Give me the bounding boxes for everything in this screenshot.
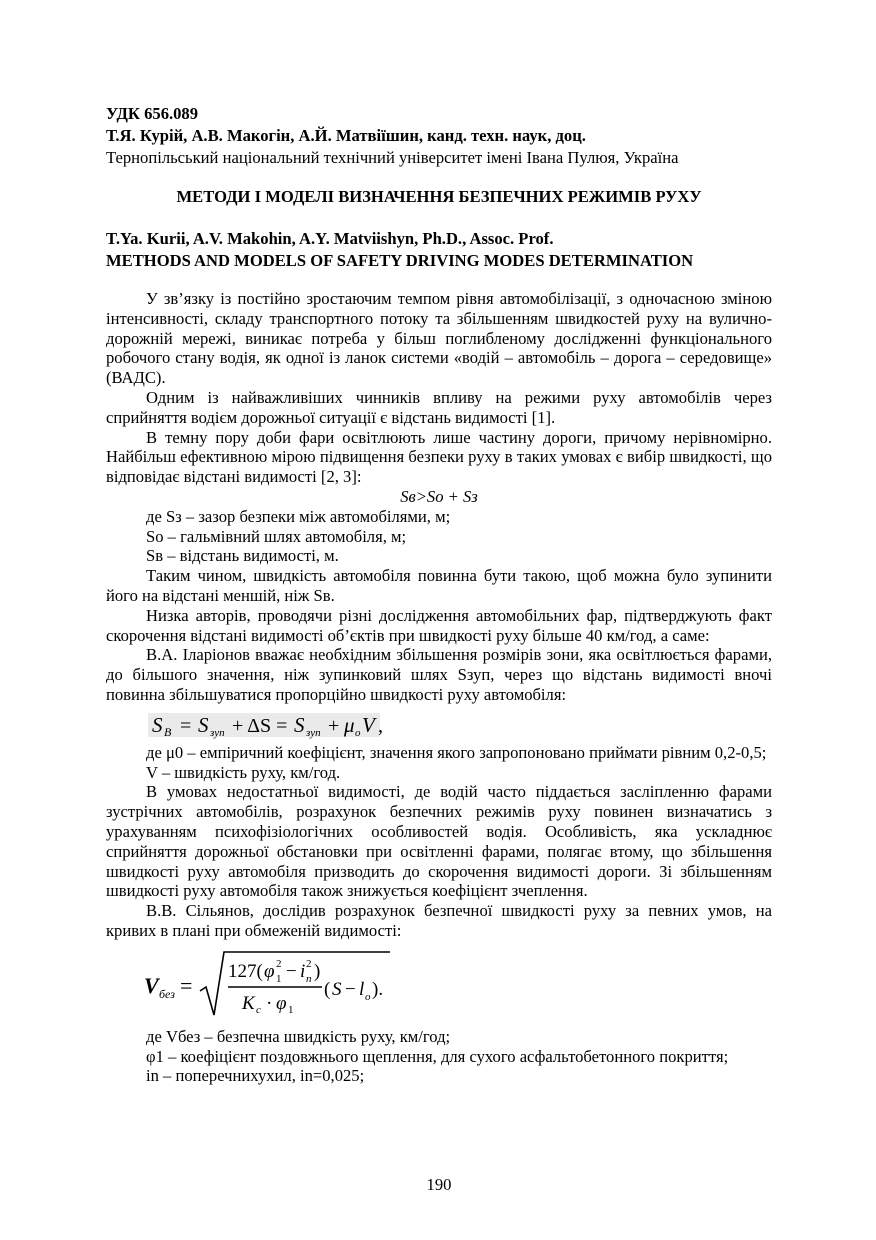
paragraph-glare: В умовах недостатньої видимості, де водій часто піддається засліпленню фарами зустрічних автомобілів, розрахунок безпечних режимів руху повинен визначатись з урахуванням психофізіологічних особливостей водія. Особливість, яка ускладнює сприйняття дорожньої обстановки при освітленні фарами, полягає втому, що збільшення швидкості руху автомобіля призводить до скорочення видимості дороги. Зі збільшенням швидкості руху автомобіля також знижується коефіцієнт зчеплення.	[106, 782, 772, 901]
svg-text:o: o	[355, 726, 361, 739]
svg-text:K: K	[242, 992, 255, 1014]
svg-text:−: −	[286, 960, 297, 982]
svg-text:−: −	[345, 978, 356, 1000]
page-number: 190	[426, 1175, 452, 1194]
paragraph-speed: Таким чином, швидкість автомобіля повинна бути такою, щоб можна було зупинити його на відстані меншій, ніж Sв.	[106, 566, 772, 605]
authors-ua: Т.Я. Курій, А.В. Макогін, А.Й. Матвіїшин, канд. техн. наук, доц.	[106, 126, 586, 145]
paragraph-silyanov: В.В. Сільянов, дослідив розрахунок безпечної швидкості руху за певних умов, на кривих в плані при обмеженій видимості:	[106, 901, 772, 940]
svg-text:·: ·	[266, 992, 273, 1014]
svg-text:B: B	[164, 724, 172, 739]
svg-text:i: i	[300, 960, 306, 982]
svg-text:S: S	[332, 978, 342, 1000]
svg-text:o: o	[365, 990, 371, 1003]
svg-text:=: =	[180, 714, 192, 737]
formula-silyanov	[144, 949, 772, 1021]
svg-text:): )	[314, 960, 321, 982]
svg-text:+ ΔS =: + ΔS =	[232, 714, 288, 737]
paragraph-headlights: В темну пору доби фари освітлюють лише частину дороги, причому нерівномірно. Найбільш ефективною мірою підвищення безпеки руху в таких умовах є вибір швидкості, що відповідає відстані видимості [2, 3]:	[106, 427, 772, 487]
title-ua: МЕТОДИ І МОДЕЛІ ВИЗНАЧЕННЯ БЕЗПЕЧНИХ РЕЖИМІВ РУХУ	[176, 187, 702, 206]
svg-text:1: 1	[288, 1003, 294, 1016]
authors-en: T.Ya. Kurii, A.V. Makohin, A.Y. Matviishyn, Ph.D., Assoc. Prof.	[106, 229, 554, 248]
svg-text:l: l	[359, 978, 365, 1000]
svg-text:с: с	[256, 1003, 261, 1016]
definition-safe-speed: де Vбез – безпечна швидкість руху, км/год;	[146, 1026, 451, 1046]
definition-slope: in – поперечнихухил, in=0,025;	[146, 1066, 365, 1086]
definition-phi: φ1 – коефіцієнт поздовжнього щеплення, для сухого асфальтобетонного покриття;	[146, 1046, 729, 1066]
definition-visibility: Sв – відстань видимості, м.	[146, 546, 339, 566]
svg-text:S: S	[198, 712, 209, 737]
svg-text:V: V	[362, 712, 375, 737]
svg-text:зуп: зуп	[306, 726, 321, 739]
svg-text:μ: μ	[344, 712, 355, 737]
svg-text:п: п	[306, 972, 312, 985]
paragraph-ilarionov: В.А. Іларіонов вважає необхідним збільшення розмірів зони, яка освітлюється фарами, до більшого значення, ніж зупинковий шлях Sзуп, через що відстань видимості вночі повинна збільшуватися пропорційно швидкості руху автомобіля:	[106, 645, 772, 704]
svg-text:).: ).	[372, 978, 384, 1000]
svg-text:+: +	[328, 714, 340, 737]
svg-text:φ: φ	[276, 992, 287, 1014]
svg-text:без: без	[159, 986, 175, 1001]
article-body	[106, 289, 772, 1086]
definition-braking: Sо – гальмівний шлях автомобіля, м;	[146, 526, 407, 546]
svg-text:S: S	[152, 712, 163, 737]
title-en: METHODS AND MODELS OF SAFETY DRIVING MODES DETERMINATION	[106, 251, 694, 270]
svg-text:2: 2	[306, 957, 312, 970]
svg-text:φ: φ	[264, 960, 275, 982]
paragraph-visibility: Одним із найважливіших чинників впливу на режими руху автомобілів через сприйняття водієм дорожньої ситуації є відстань видимості [1].	[106, 387, 772, 427]
svg-text:,: ,	[378, 714, 383, 737]
udc-code: УДК 656.089	[106, 104, 199, 123]
svg-text:2: 2	[276, 957, 282, 970]
formula-ilarionov	[148, 709, 772, 739]
svg-text:127(: 127(	[228, 960, 263, 982]
affiliation: Тернопільський національний технічний університет імені Івана Пулюя, Україна	[106, 148, 679, 167]
svg-text:1: 1	[276, 972, 282, 985]
svg-text:V: V	[144, 972, 159, 998]
svg-text:(: (	[324, 978, 331, 1000]
svg-text:зуп: зуп	[210, 726, 225, 739]
definition-gap: де Sз – зазор безпеки між автомобілями, м;	[146, 506, 451, 526]
svg-text:S: S	[294, 712, 305, 737]
svg-text:=: =	[180, 972, 193, 998]
equation-visibility: Sв>Sо + Sз	[400, 486, 478, 506]
paragraph-authors: Низка авторів, проводячи різні дослідження автомобільних фар, підтверджують факт скорочення відстані видимості об’єктів при швидкості руху більше 40 км/год, а саме:	[106, 605, 772, 645]
paragraph-intro: У зв’язку із постійно зростаючим темпом рівня автомобілізації, з одночасною зміною інтенсивності, складу транспортного потоку та збільшенням швидкостей руху на вулично-дорожній мережі, виникає потреба у більш поглибленому дослідженні функціонального робочого стану водія, як одної із ланок системи «водій – автомобіль – дорога – середовище» (ВАДС).	[106, 289, 772, 388]
definition-mu: де μ0 – емпіричний коефіцієнт, значення якого запропоновано приймати рівним 0,2-0,5;	[146, 742, 767, 762]
definition-speed: V – швидкість руху, км/год.	[146, 762, 341, 782]
